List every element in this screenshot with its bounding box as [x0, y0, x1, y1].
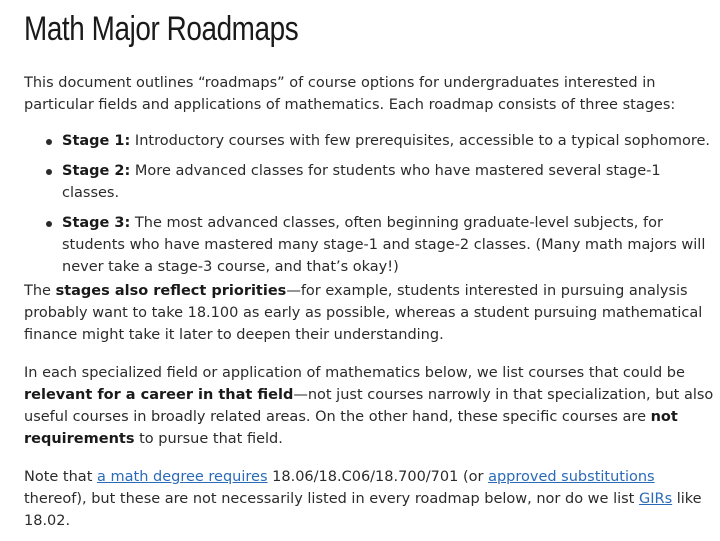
stage-label: Stage 3: — [62, 215, 131, 231]
field-text-1: In each specialized field or application of mathematics below, we list courses that could be — [24, 365, 685, 381]
field-paragraph — [24, 362, 714, 450]
stage-description: More advanced classes for students who have mastered several stage-1 classes. — [62, 163, 661, 201]
priorities-lead: The — [24, 283, 56, 299]
note-text-2: 18.06/18.C06/18.700/701 (or — [267, 469, 489, 485]
field-emphasis-2: not requirements — [24, 409, 678, 447]
list-item — [24, 130, 714, 152]
stage-label: Stage 2: — [62, 163, 131, 179]
note-text-3: thereof), but these are not necessarily listed in every roadmap below, nor do we list — [24, 491, 639, 507]
stage-label: Stage 1: — [62, 133, 131, 149]
bullet-icon — [46, 139, 52, 145]
stage-description: Introductory courses with few prerequisites, accessible to a typical sophomore. — [130, 133, 711, 149]
priorities-emphasis: stages also reflect priorities — [55, 283, 287, 299]
intro-paragraph: This document outlines “roadmaps” of course options for undergraduates interested in particular fields and applications of mathematics. Each roadmap consists of three stages: — [24, 75, 676, 113]
page-title: Math Major Roadmaps — [24, 10, 299, 48]
field-emphasis-1: relevant for a career in that field — [24, 387, 294, 403]
stage-list — [24, 130, 714, 286]
list-item — [24, 212, 714, 278]
note-paragraph — [24, 466, 714, 532]
note-text-1: Note that — [24, 469, 97, 485]
stage-description: The most advanced classes, often beginning graduate-level subjects, for students who have mastered many stage-1 and stage-2 classes. (Many math majors will never take a stage-3 course, and that’s okay!) — [62, 215, 706, 275]
girs-link[interactable]: GIRs — [638, 491, 673, 507]
list-item — [24, 160, 714, 204]
bullet-icon — [46, 169, 52, 175]
field-text-2: —not just courses narrowly in that specialization, but also useful courses in broadly related areas. On the other hand, these specific courses are — [24, 387, 714, 425]
priorities-rest: —for example, students interested in pursuing analysis probably want to take 18.100 as early as possible, whereas a student pursuing mathematical finance might take it later to deepen their understanding. — [24, 283, 703, 343]
field-text-3: to pursue that field. — [134, 431, 283, 447]
approved-substitutions-link[interactable]: approved substitutions — [488, 469, 655, 485]
note-text-4: like 18.02. — [24, 491, 702, 529]
bullet-icon — [46, 221, 52, 227]
priorities-paragraph — [24, 280, 714, 346]
math-degree-requires-link[interactable]: a math degree requires — [97, 469, 268, 485]
